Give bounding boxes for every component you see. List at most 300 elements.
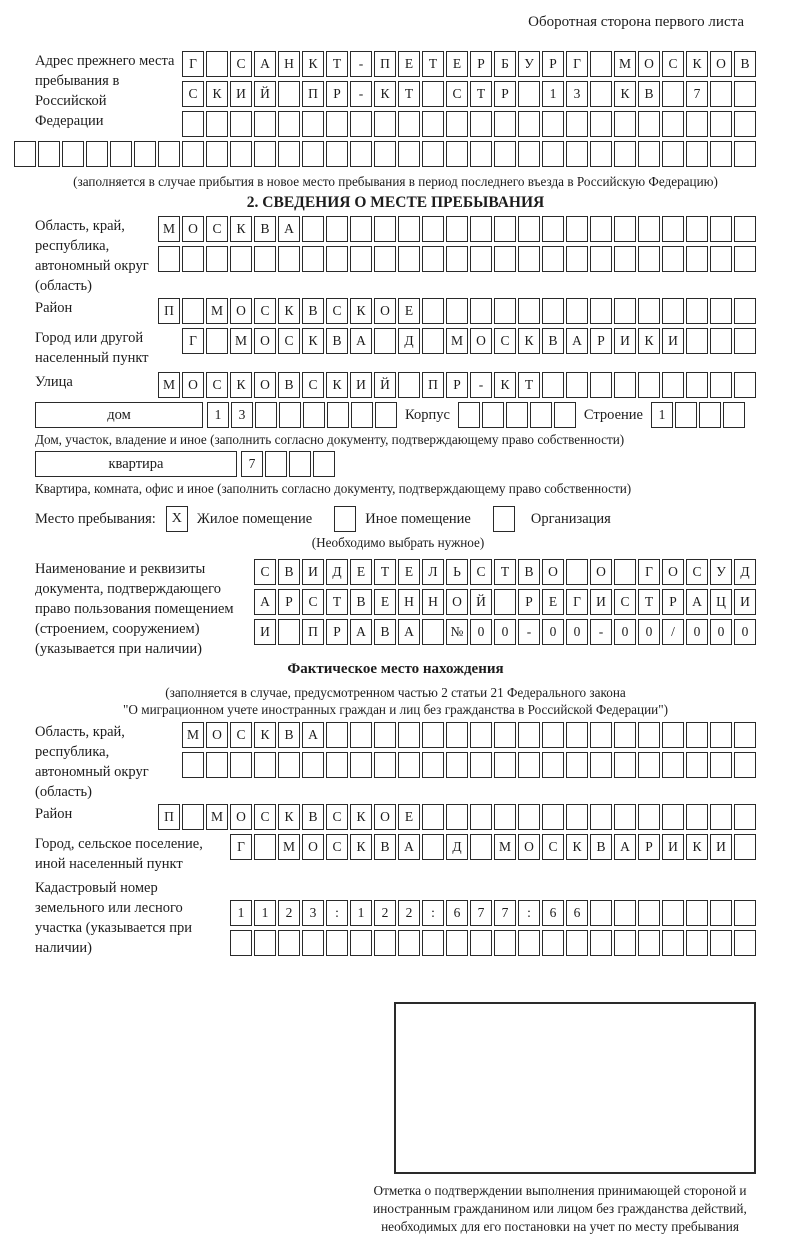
char-cell[interactable]	[614, 900, 636, 926]
char-cell[interactable]	[278, 141, 300, 167]
char-cell[interactable]: Р	[542, 51, 564, 77]
char-cell[interactable]: О	[374, 298, 396, 324]
char-cell[interactable]	[542, 141, 564, 167]
char-cell[interactable]: К	[206, 81, 228, 107]
char-cell[interactable]	[254, 930, 276, 956]
char-cell[interactable]: О	[638, 51, 660, 77]
char-cell[interactable]	[374, 111, 396, 137]
char-cell[interactable]: А	[350, 619, 372, 645]
char-cell[interactable]: В	[278, 372, 300, 398]
char-cell[interactable]	[422, 834, 444, 860]
char-cell[interactable]	[350, 246, 372, 272]
char-cell[interactable]: -	[470, 372, 492, 398]
char-cell[interactable]	[686, 111, 708, 137]
char-cell[interactable]	[734, 804, 756, 830]
char-cell[interactable]	[446, 804, 468, 830]
char-cell[interactable]	[590, 930, 612, 956]
char-cell[interactable]: /	[662, 619, 684, 645]
char-cell[interactable]	[206, 111, 228, 137]
char-cell[interactable]	[494, 722, 516, 748]
char-cell[interactable]	[458, 402, 480, 428]
char-cell[interactable]: К	[518, 328, 540, 354]
char-cell[interactable]: С	[470, 559, 492, 585]
char-cell[interactable]	[326, 722, 348, 748]
char-cell[interactable]	[326, 141, 348, 167]
char-cell[interactable]	[710, 81, 732, 107]
char-cell[interactable]: С	[446, 81, 468, 107]
char-cell[interactable]	[518, 216, 540, 242]
char-cell[interactable]	[326, 246, 348, 272]
char-cell[interactable]: А	[614, 834, 636, 860]
char-cell[interactable]: В	[254, 216, 276, 242]
char-cell[interactable]	[278, 246, 300, 272]
char-cell[interactable]	[686, 900, 708, 926]
char-cell[interactable]	[614, 559, 636, 585]
char-cell[interactable]	[638, 752, 660, 778]
char-cell[interactable]	[638, 372, 660, 398]
char-cell[interactable]	[734, 246, 756, 272]
char-cell[interactable]: И	[614, 328, 636, 354]
char-cell[interactable]: О	[590, 559, 612, 585]
char-cell[interactable]	[134, 141, 156, 167]
char-cell[interactable]: 2	[398, 900, 420, 926]
char-cell[interactable]	[182, 752, 204, 778]
char-cell[interactable]	[422, 81, 444, 107]
char-cell[interactable]	[638, 722, 660, 748]
char-cell[interactable]: 7	[241, 451, 263, 477]
char-cell[interactable]: Д	[734, 559, 756, 585]
char-cell[interactable]	[638, 246, 660, 272]
char-cell[interactable]	[734, 141, 756, 167]
char-cell[interactable]	[422, 328, 444, 354]
char-cell[interactable]	[542, 111, 564, 137]
char-cell[interactable]	[542, 752, 564, 778]
char-cell[interactable]: Г	[230, 834, 252, 860]
char-cell[interactable]: С	[326, 834, 348, 860]
char-cell[interactable]: Р	[494, 81, 516, 107]
char-cell[interactable]	[38, 141, 60, 167]
char-cell[interactable]: А	[254, 51, 276, 77]
char-cell[interactable]: 3	[566, 81, 588, 107]
char-cell[interactable]	[254, 834, 276, 860]
char-cell[interactable]	[590, 722, 612, 748]
char-cell[interactable]: Ц	[710, 589, 732, 615]
char-cell[interactable]: Р	[470, 51, 492, 77]
char-cell[interactable]: 1	[542, 81, 564, 107]
char-cell[interactable]	[289, 451, 311, 477]
char-cell[interactable]: О	[446, 589, 468, 615]
char-cell[interactable]	[398, 930, 420, 956]
char-cell[interactable]	[375, 402, 397, 428]
char-cell[interactable]: Р	[518, 589, 540, 615]
char-cell[interactable]	[350, 752, 372, 778]
char-cell[interactable]	[518, 804, 540, 830]
char-cell[interactable]: К	[638, 328, 660, 354]
char-cell[interactable]	[158, 141, 180, 167]
char-cell[interactable]	[302, 246, 324, 272]
char-cell[interactable]	[710, 328, 732, 354]
char-cell[interactable]: С	[326, 298, 348, 324]
char-cell[interactable]: И	[734, 589, 756, 615]
char-cell[interactable]	[470, 722, 492, 748]
char-cell[interactable]	[254, 111, 276, 137]
char-cell[interactable]: Р	[662, 589, 684, 615]
char-cell[interactable]: А	[350, 328, 372, 354]
char-cell[interactable]	[710, 246, 732, 272]
char-cell[interactable]: И	[710, 834, 732, 860]
char-cell[interactable]	[398, 752, 420, 778]
char-cell[interactable]: Е	[374, 589, 396, 615]
char-cell[interactable]: Ь	[446, 559, 468, 585]
char-cell[interactable]: А	[398, 619, 420, 645]
char-cell[interactable]	[230, 246, 252, 272]
char-cell[interactable]	[446, 246, 468, 272]
char-cell[interactable]: М	[206, 298, 228, 324]
char-cell[interactable]	[710, 298, 732, 324]
char-cell[interactable]: В	[590, 834, 612, 860]
stay-checkbox-organization[interactable]	[493, 506, 515, 532]
char-cell[interactable]: К	[374, 81, 396, 107]
char-cell[interactable]	[566, 722, 588, 748]
char-cell[interactable]: Г	[182, 328, 204, 354]
char-cell[interactable]: 3	[231, 402, 253, 428]
char-cell[interactable]	[446, 111, 468, 137]
char-cell[interactable]: Д	[398, 328, 420, 354]
char-cell[interactable]	[470, 804, 492, 830]
char-cell[interactable]: О	[302, 834, 324, 860]
char-cell[interactable]	[326, 111, 348, 137]
char-cell[interactable]	[638, 804, 660, 830]
char-cell[interactable]	[542, 372, 564, 398]
char-cell[interactable]	[350, 722, 372, 748]
char-cell[interactable]: 6	[542, 900, 564, 926]
char-cell[interactable]: У	[710, 559, 732, 585]
char-cell[interactable]	[614, 298, 636, 324]
char-cell[interactable]	[638, 930, 660, 956]
char-cell[interactable]	[278, 619, 300, 645]
char-cell[interactable]: Й	[374, 372, 396, 398]
char-cell[interactable]: К	[302, 328, 324, 354]
char-cell[interactable]	[638, 216, 660, 242]
char-cell[interactable]	[278, 752, 300, 778]
char-cell[interactable]: В	[278, 722, 300, 748]
char-cell[interactable]: -	[590, 619, 612, 645]
char-cell[interactable]	[206, 328, 228, 354]
char-cell[interactable]	[494, 930, 516, 956]
char-cell[interactable]: В	[326, 328, 348, 354]
char-cell[interactable]: :	[518, 900, 540, 926]
char-cell[interactable]: А	[686, 589, 708, 615]
char-cell[interactable]	[566, 372, 588, 398]
char-cell[interactable]	[470, 930, 492, 956]
char-cell[interactable]	[182, 298, 204, 324]
char-cell[interactable]: 0	[638, 619, 660, 645]
char-cell[interactable]	[86, 141, 108, 167]
char-cell[interactable]	[398, 372, 420, 398]
char-cell[interactable]	[542, 722, 564, 748]
char-cell[interactable]	[675, 402, 697, 428]
char-cell[interactable]	[470, 246, 492, 272]
char-cell[interactable]: 0	[542, 619, 564, 645]
char-cell[interactable]: С	[206, 372, 228, 398]
char-cell[interactable]: 0	[710, 619, 732, 645]
char-cell[interactable]	[686, 216, 708, 242]
char-cell[interactable]	[710, 722, 732, 748]
char-cell[interactable]: И	[302, 559, 324, 585]
char-cell[interactable]	[326, 216, 348, 242]
char-cell[interactable]	[566, 111, 588, 137]
char-cell[interactable]: -	[350, 81, 372, 107]
char-cell[interactable]	[422, 111, 444, 137]
char-cell[interactable]: К	[326, 372, 348, 398]
char-cell[interactable]: 1	[230, 900, 252, 926]
char-cell[interactable]	[313, 451, 335, 477]
char-cell[interactable]: 0	[566, 619, 588, 645]
char-cell[interactable]: 7	[686, 81, 708, 107]
char-cell[interactable]	[686, 722, 708, 748]
char-cell[interactable]: Г	[566, 589, 588, 615]
char-cell[interactable]: С	[542, 834, 564, 860]
char-cell[interactable]: 0	[494, 619, 516, 645]
char-cell[interactable]: А	[278, 216, 300, 242]
char-cell[interactable]	[710, 111, 732, 137]
char-cell[interactable]: И	[662, 834, 684, 860]
char-cell[interactable]: В	[542, 328, 564, 354]
char-cell[interactable]: И	[590, 589, 612, 615]
char-cell[interactable]	[518, 722, 540, 748]
char-cell[interactable]	[662, 722, 684, 748]
char-cell[interactable]	[662, 900, 684, 926]
char-cell[interactable]	[255, 402, 277, 428]
char-cell[interactable]	[686, 804, 708, 830]
char-cell[interactable]	[422, 752, 444, 778]
char-cell[interactable]	[662, 81, 684, 107]
char-cell[interactable]: Е	[398, 51, 420, 77]
char-cell[interactable]: 1	[254, 900, 276, 926]
char-cell[interactable]	[638, 298, 660, 324]
char-cell[interactable]	[374, 246, 396, 272]
char-cell[interactable]	[470, 216, 492, 242]
char-cell[interactable]	[686, 246, 708, 272]
char-cell[interactable]: О	[182, 372, 204, 398]
char-cell[interactable]: К	[230, 216, 252, 242]
stay-checkbox-residential[interactable]: X	[166, 506, 188, 532]
char-cell[interactable]: К	[614, 81, 636, 107]
char-cell[interactable]: К	[278, 804, 300, 830]
char-cell[interactable]	[398, 111, 420, 137]
char-cell[interactable]: №	[446, 619, 468, 645]
char-cell[interactable]	[374, 216, 396, 242]
char-cell[interactable]: О	[230, 804, 252, 830]
char-cell[interactable]	[230, 141, 252, 167]
char-cell[interactable]	[374, 328, 396, 354]
char-cell[interactable]: П	[302, 81, 324, 107]
char-cell[interactable]	[351, 402, 373, 428]
char-cell[interactable]	[14, 141, 36, 167]
char-cell[interactable]	[518, 81, 540, 107]
char-cell[interactable]: Р	[638, 834, 660, 860]
char-cell[interactable]: 7	[494, 900, 516, 926]
char-cell[interactable]	[662, 804, 684, 830]
char-cell[interactable]: И	[350, 372, 372, 398]
char-cell[interactable]: О	[662, 559, 684, 585]
char-cell[interactable]	[446, 930, 468, 956]
char-cell[interactable]	[590, 752, 612, 778]
char-cell[interactable]: Т	[638, 589, 660, 615]
char-cell[interactable]	[734, 216, 756, 242]
char-cell[interactable]	[302, 930, 324, 956]
char-cell[interactable]: С	[278, 328, 300, 354]
char-cell[interactable]	[374, 930, 396, 956]
char-cell[interactable]	[279, 402, 301, 428]
char-cell[interactable]: Б	[494, 51, 516, 77]
char-cell[interactable]	[254, 752, 276, 778]
char-cell[interactable]	[590, 900, 612, 926]
char-cell[interactable]	[230, 111, 252, 137]
char-cell[interactable]: 1	[651, 402, 673, 428]
char-cell[interactable]	[470, 752, 492, 778]
char-cell[interactable]	[518, 111, 540, 137]
char-cell[interactable]	[350, 216, 372, 242]
char-cell[interactable]: К	[686, 834, 708, 860]
char-cell[interactable]	[614, 372, 636, 398]
char-cell[interactable]: 0	[734, 619, 756, 645]
char-cell[interactable]: Р	[278, 589, 300, 615]
char-cell[interactable]	[734, 752, 756, 778]
char-cell[interactable]	[542, 298, 564, 324]
char-cell[interactable]	[422, 804, 444, 830]
char-cell[interactable]	[302, 752, 324, 778]
char-cell[interactable]	[470, 141, 492, 167]
char-cell[interactable]	[734, 298, 756, 324]
char-cell[interactable]: О	[710, 51, 732, 77]
char-cell[interactable]: С	[686, 559, 708, 585]
char-cell[interactable]: Е	[398, 298, 420, 324]
char-cell[interactable]	[686, 298, 708, 324]
char-cell[interactable]: У	[518, 51, 540, 77]
char-cell[interactable]: М	[158, 216, 180, 242]
char-cell[interactable]	[422, 619, 444, 645]
char-cell[interactable]: А	[566, 328, 588, 354]
char-cell[interactable]: Е	[542, 589, 564, 615]
char-cell[interactable]	[422, 298, 444, 324]
char-cell[interactable]	[446, 141, 468, 167]
char-cell[interactable]: Т	[326, 589, 348, 615]
char-cell[interactable]	[590, 216, 612, 242]
char-cell[interactable]	[398, 141, 420, 167]
char-cell[interactable]	[374, 752, 396, 778]
char-cell[interactable]	[398, 216, 420, 242]
dom-field-box[interactable]: дом	[35, 402, 203, 428]
char-cell[interactable]: К	[494, 372, 516, 398]
char-cell[interactable]: С	[230, 722, 252, 748]
char-cell[interactable]: С	[302, 372, 324, 398]
char-cell[interactable]: К	[230, 372, 252, 398]
char-cell[interactable]: 1	[350, 900, 372, 926]
char-cell[interactable]	[350, 111, 372, 137]
char-cell[interactable]	[734, 81, 756, 107]
char-cell[interactable]: П	[374, 51, 396, 77]
char-cell[interactable]	[686, 372, 708, 398]
char-cell[interactable]: С	[230, 51, 252, 77]
char-cell[interactable]: К	[254, 722, 276, 748]
char-cell[interactable]: Т	[422, 51, 444, 77]
char-cell[interactable]	[723, 402, 745, 428]
char-cell[interactable]	[590, 141, 612, 167]
char-cell[interactable]	[590, 246, 612, 272]
char-cell[interactable]: О	[254, 372, 276, 398]
char-cell[interactable]	[230, 752, 252, 778]
char-cell[interactable]: К	[686, 51, 708, 77]
char-cell[interactable]	[182, 246, 204, 272]
char-cell[interactable]	[614, 930, 636, 956]
char-cell[interactable]: М	[278, 834, 300, 860]
char-cell[interactable]	[374, 141, 396, 167]
char-cell[interactable]: Т	[374, 559, 396, 585]
char-cell[interactable]: Г	[182, 51, 204, 77]
char-cell[interactable]: А	[254, 589, 276, 615]
char-cell[interactable]: С	[182, 81, 204, 107]
char-cell[interactable]	[734, 900, 756, 926]
char-cell[interactable]	[590, 81, 612, 107]
char-cell[interactable]: Л	[422, 559, 444, 585]
char-cell[interactable]	[446, 298, 468, 324]
char-cell[interactable]	[590, 111, 612, 137]
char-cell[interactable]	[446, 752, 468, 778]
char-cell[interactable]	[265, 451, 287, 477]
char-cell[interactable]	[494, 216, 516, 242]
char-cell[interactable]: В	[374, 619, 396, 645]
char-cell[interactable]	[303, 402, 325, 428]
char-cell[interactable]	[182, 111, 204, 137]
char-cell[interactable]	[686, 141, 708, 167]
char-cell[interactable]	[566, 752, 588, 778]
char-cell[interactable]: Н	[422, 589, 444, 615]
char-cell[interactable]	[614, 722, 636, 748]
char-cell[interactable]	[470, 111, 492, 137]
char-cell[interactable]	[638, 900, 660, 926]
char-cell[interactable]: Н	[398, 589, 420, 615]
char-cell[interactable]: Г	[638, 559, 660, 585]
char-cell[interactable]: П	[302, 619, 324, 645]
char-cell[interactable]	[566, 246, 588, 272]
char-cell[interactable]: Т	[470, 81, 492, 107]
char-cell[interactable]: П	[158, 804, 180, 830]
char-cell[interactable]	[494, 589, 516, 615]
char-cell[interactable]	[662, 216, 684, 242]
char-cell[interactable]: С	[494, 328, 516, 354]
char-cell[interactable]: О	[254, 328, 276, 354]
char-cell[interactable]: О	[206, 722, 228, 748]
char-cell[interactable]: М	[446, 328, 468, 354]
char-cell[interactable]	[614, 216, 636, 242]
char-cell[interactable]	[614, 804, 636, 830]
char-cell[interactable]	[590, 372, 612, 398]
char-cell[interactable]: И	[254, 619, 276, 645]
char-cell[interactable]: И	[230, 81, 252, 107]
char-cell[interactable]	[470, 834, 492, 860]
char-cell[interactable]	[446, 216, 468, 242]
char-cell[interactable]: -	[350, 51, 372, 77]
char-cell[interactable]: 0	[614, 619, 636, 645]
char-cell[interactable]: О	[470, 328, 492, 354]
char-cell[interactable]	[542, 930, 564, 956]
char-cell[interactable]	[614, 141, 636, 167]
char-cell[interactable]	[230, 930, 252, 956]
char-cell[interactable]: С	[326, 804, 348, 830]
char-cell[interactable]	[710, 900, 732, 926]
char-cell[interactable]	[446, 722, 468, 748]
